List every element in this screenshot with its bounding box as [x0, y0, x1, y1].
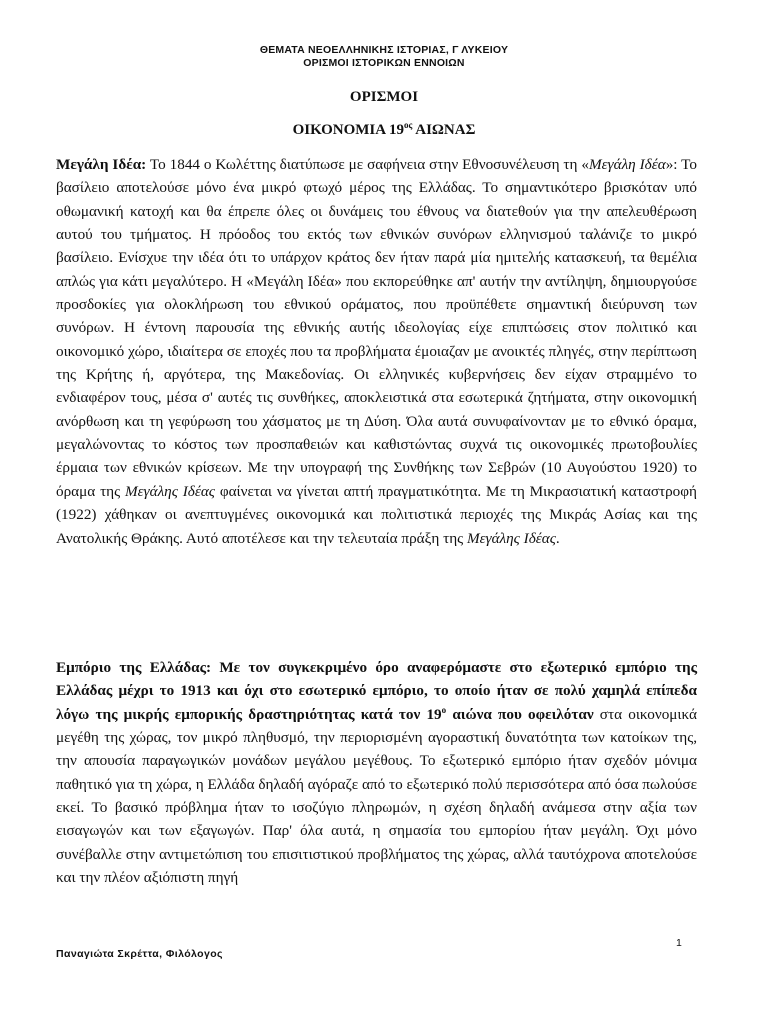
- term-megali-idea: Μεγάλη Ιδέα:: [56, 156, 147, 173]
- paragraph-megali-idea: Μεγάλη Ιδέα: Το 1844 ο Κωλέττης διατύπωσε με σαφήνεια στην Εθνοσυνέλευση τη «Μεγάλη Ιδέα»: Το βασίλειο αποτελούσε μόνο ένα μικρό φτωχό μέρος της Ελλάδας. Το σημαντικότερο βρισκόταν υπό οθωμανική κατοχή και θα έπρεπε όλες οι δυνάμεις του έθνους να διατεθούν για την απελευθέρωση αυτού του τμήματος. Η πρόοδος του εκτός των εθνικών συνόρων ελληνισμού ταλάνιζε το μικρό βασίλειο. Ενίσχυε την ιδέα ότι το υπάρχον κράτος δεν ήταν παρά μία ημιτελής κατασκευή, τα θεμέλια απλώς για κάτι μεγαλύτερο. Η «Μεγάλη Ιδέα» που εκπορεύθηκε απ' αυτήν την αντίληψη, δημιουργούσε προσδοκίες για ολοκλήρωση του εθνικού οράματος, που προϋπέθετε σημαντική διεύρυνση των συνόρων. Η έντονη παρουσία της εθνικής αυτής ιδεολογίας είχε επιπτώσεις στον πολιτικό και οικονομικό χώρο, ιδιαίτερα σε εποχές που τα προβλήματα έμοιαζαν με ανοικτές πληγές, στην περίπτωση της Κρήτης ή, αργότερα, της Μακεδονίας. Οι ελληνικές κυβερνήσεις δεν είχαν στραμμένο το ενδιαφέρον τους, μέσα σ' αυτές τις συνθήκες, αποκλειστικά στα εσωτερικά ζητήματα, στην οικονομική ανόρθωση και τη γεφύρωση του χάσματος με τη Δύση. Όλα αυτά συνυφαίνονταν με το εθνικό όραμα, μεγαλώνοντας το κόστος των προσπαθειών και καθιστώντας συχνά τις οικονομικές πρωτοβουλίες έρμαια των εθνικών κρίσεων. Με την υπογραφή της Συνθήκης των Σεβρών (10 Αυγούστου 1920) το όραμα της Μεγάλης Ιδέας φαίνεται να γίνεται απτή πραγματικότητα. Με τη Μικρασιατική καταστροφή (1922) χάθηκαν οι ανεπτυγμένες οικονομικά και πολιτιστικά περιοχές της Μικράς Ασίας και της Ανατολικής Θράκης. Αυτό αποτέλεσε και την τελευταία πράξη της Μεγάλης Ιδέας.: [56, 156, 697, 547]
- document-header-subject: ΘΕΜΑΤΑ ΝΕΟΕΛΛΗΝΙΚΗΣ ΙΣΤΟΡΙΑΣ, Γ ΛΥΚΕΙΟΥ: [259, 44, 509, 56]
- section-title: ΟΡΙΣΜΟΙ: [349, 89, 419, 105]
- subtitle-superscript: ος: [404, 120, 413, 130]
- document-header-topic: ΟΡΙΣΜΟΙ ΙΣΤΟΡΙΚΩΝ ΕΝΝΟΙΩΝ: [303, 57, 465, 69]
- paragraph-emporio: Εμπόριο της Ελλάδας: Με τον συγκεκριμένο όρο αναφερόμαστε στο εξωτερικό εμπόριο της Ελλάδας μέχρι το 1913 και όχι στο εσωτερικό εμπόριο, το οποίο ήταν σε πολύ χαμηλά επίπεδα λόγω της μικρής εμπορικής δραστηριότητας κατά τον $19^o$ αιώνα που οφειλόταν στα οικονομικά μεγέθη της χώρας, τον μικρό πληθυσμό, την περιορισμένη αγοραστική δυνατότητα των κατοίκων της, την απουσία παραγωγικών μονάδων μεγάλου μεγέθους. Το εξωτερικό εμπόριο ήταν σχεδόν μόνιμα παθητικό για τη χώρα, η Ελλάδα δηλαδή αγόραζε από το εξωτερικό πολύ περισσότερα από όσα πωλούσε εκεί. Το βασικό πρόβλημα ήταν το ισοζύγιο πληρωμών, η σχέση δηλαδή ανάμεσα στην αξία των εισαγωγών και των εξαγωγών. Παρ' όλα αυτά, η σημασία του εμπορίου ήταν μεγάλη. Όχι μόνο συνέβαλλε στην αντιμετώπιση του επισιτιστικού προβλήματος της χώρας, αλλά ταυτόχρονα αποτελούσε και την πλέον αξιόπιστη πηγή: [56, 659, 697, 887]
- term-emporio: Εμπόριο της Ελλάδας: Με τον συγκεκριμένο όρο αναφερόμαστε στο εξωτερικό εμπόριο της Ελλάδας μέχρι το 1913 και όχι στο εσωτερικό εμπόριο, το οποίο ήταν σε πολύ χαμηλά επίπεδα λόγω της μικρής εμπορικής δραστηριότητας κατά τον $19^o$ αιώνα που οφειλόταν: [56, 659, 697, 723]
- section-subtitle: ΟΙΚΟΝΟΜΙΑ $19^{o\varsigma}$ ΑΙΩΝΑΣ: [292, 120, 476, 138]
- page-number: 1: [676, 937, 682, 949]
- footer-author: Παναγιώτα Σκρέττα, Φιλόλογος: [56, 948, 223, 960]
